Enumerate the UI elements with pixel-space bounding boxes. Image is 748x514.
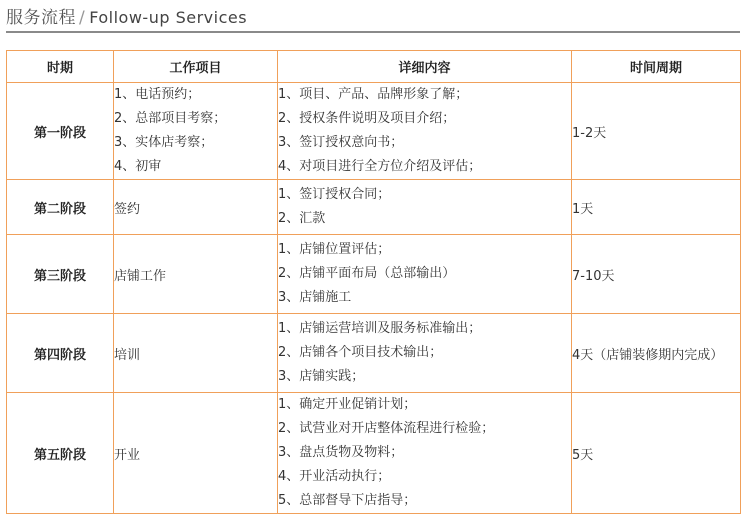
details-cell <box>278 83 572 180</box>
detail-line: 1、店铺运营培训及服务标准输出； <box>278 321 482 336</box>
detail-line: 1、项目、产品、品牌形象了解； <box>278 87 469 102</box>
detail-line: 3、盘点货物及物料； <box>278 445 404 460</box>
stage-cell: 第一阶段 <box>7 83 114 180</box>
items-cell: 培训 <box>114 314 278 393</box>
item-line: 4、初审 <box>114 159 162 174</box>
period-cell: 1-2天 <box>572 83 741 180</box>
detail-line: 2、汇款 <box>278 211 326 226</box>
period-cell: 4天（店铺装修期内完成） <box>572 314 741 393</box>
detail-line: 5、总部督导下店指导； <box>278 493 417 508</box>
details-cell <box>278 180 572 235</box>
detail-line: 1、签订授权合同； <box>278 187 391 202</box>
detail-line: 4、对项目进行全方位介绍及评估； <box>278 159 482 174</box>
detail-line: 1、店铺位置评估； <box>278 242 391 257</box>
title-cn: 服务流程 <box>6 8 76 28</box>
details-cell <box>278 314 572 393</box>
detail-line: 2、店铺各个项目技术输出； <box>278 345 443 360</box>
page-title <box>6 3 247 28</box>
item-line: 1、电话预约； <box>114 87 201 102</box>
title-separator: / <box>79 8 86 28</box>
table-row <box>7 235 741 314</box>
detail-line: 3、店铺施工 <box>278 290 352 305</box>
period-cell: 7-10天 <box>572 235 741 314</box>
detail-line: 2、试营业对开店整体流程进行检验； <box>278 421 495 436</box>
items-cell: 店铺工作 <box>114 235 278 314</box>
column-header-stage: 时期 <box>7 51 114 83</box>
items-cell: 签约 <box>114 180 278 235</box>
items-cell: 开业 <box>114 393 278 514</box>
details-cell <box>278 235 572 314</box>
item-line: 3、实体店考察； <box>114 135 214 150</box>
column-header-period: 时间周期 <box>572 51 741 83</box>
detail-line: 2、店铺平面布局（总部输出） <box>278 266 456 281</box>
period-cell: 1天 <box>572 180 741 235</box>
column-header-items: 工作项目 <box>114 51 278 83</box>
table-row <box>7 83 741 180</box>
detail-line: 3、店铺实践； <box>278 369 365 384</box>
stage-cell: 第三阶段 <box>7 235 114 314</box>
column-header-details: 详细内容 <box>278 51 572 83</box>
stage-cell: 第五阶段 <box>7 393 114 514</box>
table-row <box>7 393 741 514</box>
period-cell: 5天 <box>572 393 741 514</box>
stage-cell: 第二阶段 <box>7 180 114 235</box>
table-row <box>7 180 741 235</box>
detail-line: 1、确定开业促销计划； <box>278 397 417 412</box>
page-header <box>6 0 740 33</box>
details-cell <box>278 393 572 514</box>
items-cell <box>114 83 278 180</box>
item-line: 2、总部项目考察； <box>114 111 227 126</box>
stage-cell: 第四阶段 <box>7 314 114 393</box>
detail-line: 2、授权条件说明及项目介绍； <box>278 111 456 126</box>
detail-line: 4、开业活动执行； <box>278 469 391 484</box>
detail-line: 3、签订授权意向书； <box>278 135 404 150</box>
services-table <box>6 50 741 514</box>
title-en: Follow-up Services <box>89 8 248 27</box>
table-row <box>7 314 741 393</box>
table-header-row <box>7 51 741 83</box>
